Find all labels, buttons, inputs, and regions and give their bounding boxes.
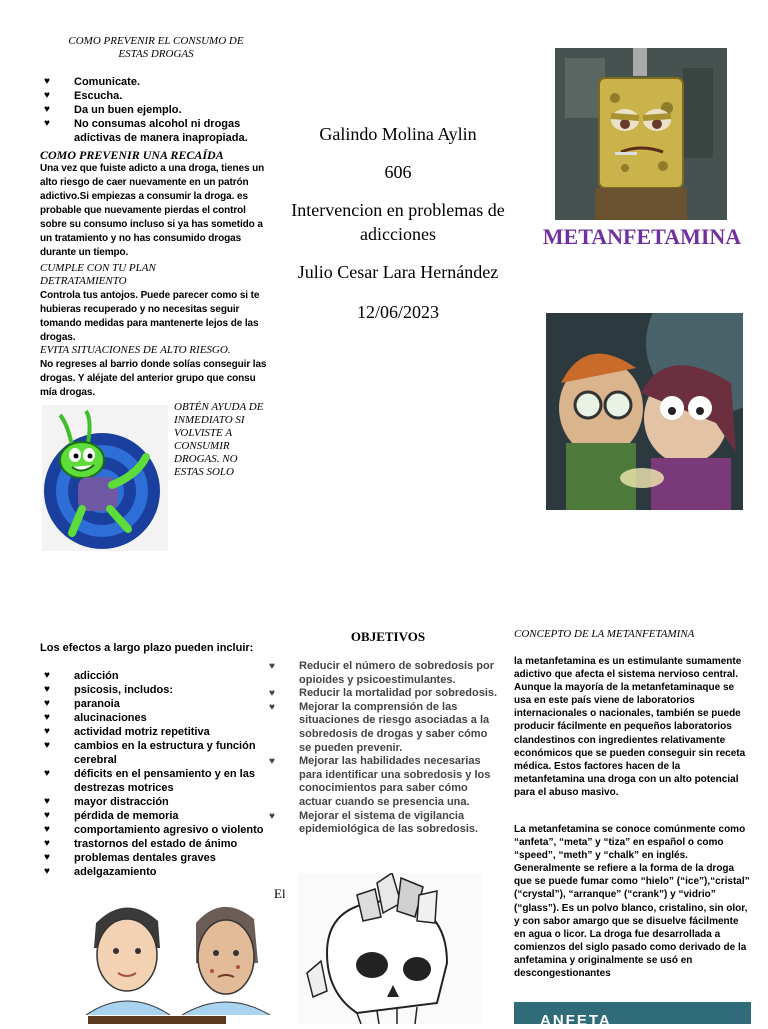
plan-heading: CUMPLE CON TU PLAN DETRATAMIENTO	[40, 262, 156, 287]
list-item: ♥ problemas dentales graves	[40, 851, 268, 865]
list-item: ♥ Comunicate.	[40, 75, 265, 89]
plan-text: Controla tus antojos. Puede parecer como si te hubieras recuperado y no necesitas seguir tomando medidas para mantenerte lejos de las drogas.	[40, 290, 260, 343]
anfeta-banner-image	[514, 1002, 751, 1024]
prevention-heading: COMO PREVENIR EL CONSUMO DE ESTAS DROGAS	[68, 35, 244, 60]
relapse-heading: COMO PREVENIR UNA RECAÍDA	[40, 148, 224, 162]
list-item: ♥ Escucha.	[40, 89, 265, 103]
skull-crystals-drawing	[297, 873, 481, 1024]
list-item: ♥ Mejorar el sistema de vigilancia epidemiológica de las sobredosis.	[265, 810, 501, 837]
brochure-title: METANFETAMINA	[542, 224, 742, 249]
list-item: ♥ trastornos del estado de ánimo	[40, 837, 268, 851]
risk-heading: EVITA SITUACIONES DE ALTO RIESGO.	[40, 344, 231, 356]
list-item: ♥ Mejorar las habilidades necesarias para identificar una sobredosis y los conocimientos para saber cómo actuar cuando se presencia una.	[265, 755, 501, 809]
list-item: ♥ No consumas alcohol ni drogas adictivas de manera inapropiada.	[40, 117, 265, 145]
list-item: ♥ Mejorar la comprensión de las situaciones de riesgo asociadas a la sobredosis de drogas y saber cómo se pueden prevenir.	[265, 701, 501, 755]
subject-title: Intervencion en problemas de adicciones	[291, 200, 505, 244]
list-item: ♥ déficits en el pensamiento y en las destrezas motrices	[40, 767, 268, 795]
cover-info	[282, 122, 514, 324]
sponge-character-image	[555, 48, 727, 220]
list-item: ♥ adelgazamiento	[40, 865, 268, 879]
list-item: ♥ pérdida de memoria	[40, 809, 268, 823]
group-number: 606	[384, 162, 412, 182]
list-item: ♥ alucinaciones	[40, 711, 268, 725]
author-name: Galindo Molina Aylin	[319, 124, 477, 144]
list-item: ♥ Reducir el número de sobredosis por opioides y psicoestimulantes.	[265, 660, 501, 687]
effects-list	[40, 669, 268, 879]
list-item: ♥ cambios en la estructura y función cerebral	[40, 739, 268, 767]
list-item: ♥ comportamiento agresivo o violento	[40, 823, 268, 837]
banner-label: ANFETA	[540, 1012, 612, 1024]
date: 12/06/2023	[356, 302, 439, 322]
alien-cartoon-image	[42, 405, 168, 551]
list-item: ♥ adicción	[40, 669, 268, 683]
list-item: ♥ psicosis, includos:	[40, 683, 268, 697]
help-text: OBTÉN AYUDA DE INMEDIATO SI VOLVISTE A CONSUMIR DROGAS. NO ESTAS SOLO	[174, 401, 264, 478]
stray-text: El	[274, 886, 286, 901]
list-item: ♥ mayor distracción	[40, 795, 268, 809]
list-item: ♥ Da un buen ejemplo.	[40, 103, 265, 117]
relapse-text: Una vez que fuiste adicto a una droga, tienes un alto riesgo de caer nuevamente en un patrón adictivo.Si empiezas a consumir la droga. es probable que nuevamente pierdas el control sobre su consumo incluso si ya has sometido a un tratamiento y no has consumido drogas durante un tiempo.	[40, 163, 265, 258]
concept-paragraph-1: la metanfetamina es un estimulante sumamente adictivo que afecta el sistema nervioso central. Aunque la mayoría de la metanfetaminaque se usa en este país viene de laboratorios internacionales o nacionales, también se puede producir fácilmente en pequeños laboratorios clandestinos con ingredientes relativamente económicos que se pueden conseguir sin receta médica. Estos factores hacen de la metanfetamina una droga con un alto potencial para el abuso masivo.	[514, 656, 746, 798]
teacher-name: Julio Cesar Lara Hernández	[297, 262, 499, 282]
objectives-heading: OBJETIVOS	[350, 629, 426, 644]
list-item: ♥ paranoia	[40, 697, 268, 711]
concept-heading: CONCEPTO DE LA METANFETAMINA	[514, 628, 695, 640]
prevention-tips-list	[40, 75, 265, 145]
effects-intro: Los efectos a largo plazo pueden incluir:	[40, 642, 254, 654]
bottom-photo-fragment	[88, 1016, 226, 1024]
drug-use-illustration	[546, 313, 743, 510]
before-after-faces-image	[76, 893, 270, 1015]
risk-text: No regreses al barrio donde solías conseguir las drogas. Y aléjate del anterior grupo que consu mía drogas.	[40, 359, 267, 398]
list-item: ♥ actividad motriz repetitiva	[40, 725, 268, 739]
objectives-list	[265, 660, 501, 837]
list-item: ♥ Reducir la mortalidad por sobredosis.	[265, 687, 501, 701]
concept-paragraph-2: La metanfetamina se conoce comúnmente como “anfeta”, “meta” y “tiza” en español o como “speed”, “meth” y “chalk” en inglés. Generalmente se refiere a la forma de la droga que se puede fumar como “hielo” (“ice”),“cristal” (“crystal”), “arranque” (“crank”) y “vidrio” (“glass”). Es un polvo blanco, cristalino, sin olor, y con sabor amargo que se disuelve fácilmente en agua o licor. La droga fue desarrollada a comienzos del siglo pasado como derivado de la anfetamina y originalmente se usó en descongestionantes	[514, 824, 750, 980]
